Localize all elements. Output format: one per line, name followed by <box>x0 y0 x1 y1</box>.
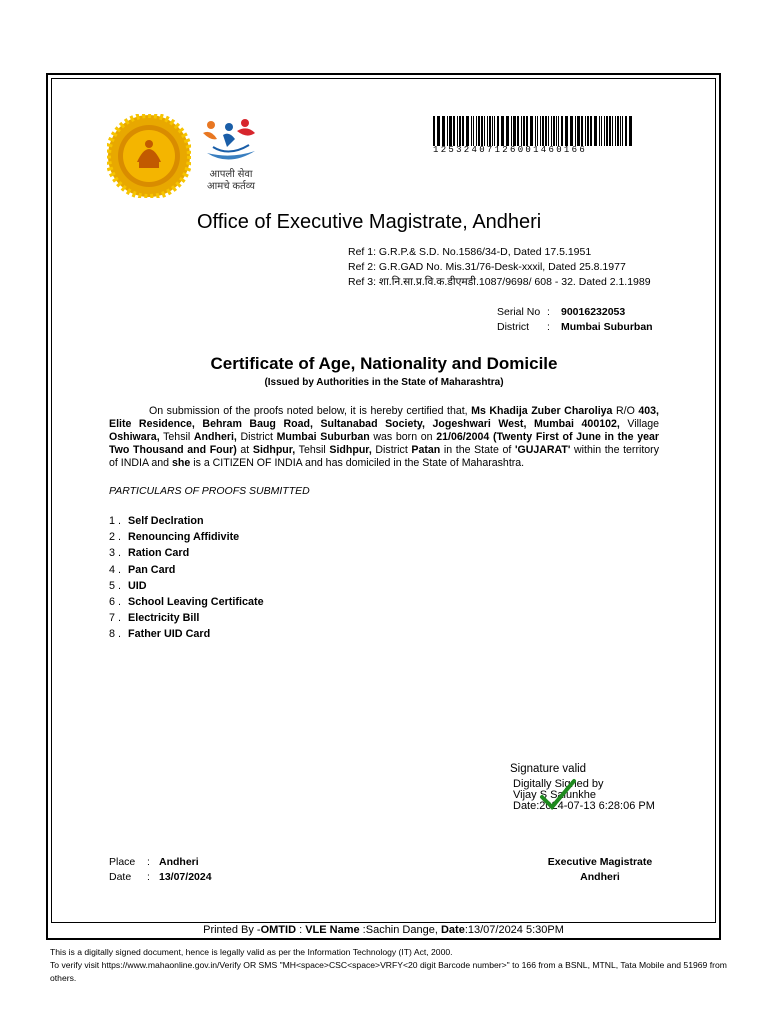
footer-line-2: To verify visit https://www.mahaonline.gov.in/Verify OR SMS "MH<space>CSC<space>VRFY<20 digit Barcode number>" to 166 from a BSNL, MTNL, Tata Mobile and 51969 from others. <box>50 960 727 983</box>
barcode-bar <box>587 116 589 146</box>
proofs-list <box>109 513 264 643</box>
aaple-caption-line2: आमचे कर्तव्य <box>207 181 255 192</box>
barcode-bar <box>609 116 611 146</box>
list-item: 6 . School Leaving Certificate <box>109 596 264 609</box>
barcode-bar <box>540 116 541 146</box>
aaple-caption <box>201 169 261 193</box>
village: Oshiwara, <box>109 431 160 443</box>
barcode-bar <box>575 116 576 146</box>
barcode-bar <box>581 116 583 146</box>
barcode-bar <box>484 116 485 146</box>
office-title: Office of Executive Magistrate, Andheri <box>197 211 542 233</box>
barcode-bar <box>487 116 488 146</box>
barcode-bar <box>625 116 627 146</box>
aaple-sarkar-logo <box>197 117 263 197</box>
list-item: 7 . Electricity Bill <box>109 612 200 625</box>
certificate-body: On submission of the proofs noted below, it is hereby certified that, Ms Khadija Zuber Charoliya R/O 403, Elite Residence, Behram Baug Road, Sultanabad Society, Jogeshwari West, Mumbai 400102, Village Oshiwara, Tehsil Andheri, District Mumbai Suburban was born on 21/06/2004 (Twenty First of June in the year Two Thousand and Four) at Sidhpur, Tehsil Sidhpur, District Patan in the State of 'GUJARAT' within the territory of INDIA and she is a CITIZEN OF INDIA and has domiciled in the State of Maharashtra. <box>109 405 659 469</box>
barcode-bar <box>466 116 469 146</box>
applicant-address: 403, Elite Residence, Behram Baug Road, Sultanabad Society, Jogeshwari West, Mumbai 400102, <box>109 405 659 430</box>
barcode-bar <box>577 116 580 146</box>
barcode-bar <box>601 116 602 146</box>
barcode-bar <box>492 116 493 146</box>
barcode-bar <box>620 116 621 146</box>
list-item: 8 . Father UID Card <box>109 628 211 641</box>
barcode-bar <box>497 116 499 146</box>
barcode-bar <box>615 116 616 146</box>
barcode-bar <box>585 116 586 146</box>
list-item: 5 . UID <box>109 579 147 592</box>
barcode-bar <box>537 116 538 146</box>
barcode-bar <box>476 116 477 146</box>
place-label: Place <box>109 856 136 868</box>
barcode-bar <box>530 116 533 146</box>
list-item: 4 . Pan Card <box>109 563 176 576</box>
birthplace: Sidhpur, <box>252 444 296 456</box>
barcode-bar <box>473 116 474 146</box>
birth-district: Patan <box>411 444 441 456</box>
barcode-bar <box>558 116 559 146</box>
date-of-birth: 21/06/2004 (Twenty First of June in the year Two Thousand and Four) <box>109 431 659 456</box>
applicant-name: Ms Khadija Zuber Charoliya <box>471 405 613 417</box>
barcode-bar <box>501 116 504 146</box>
place-value: Andheri <box>159 856 199 868</box>
ref-3: Ref 3: शा.नि.सा.प्र.वि.क.डीएमडी.1087/9698/ 608 - 32. Dated 2.1.1989 <box>348 276 651 288</box>
barcode-number: 12532407126001460166 <box>433 145 588 155</box>
date-label: Date <box>109 871 132 883</box>
barcode-bar <box>594 116 597 146</box>
footer-line-1: This is a digitally signed document, hence is legally valid as per the Information Technology (IT) Act, 2000. <box>50 947 453 957</box>
barcode-bar <box>629 116 632 146</box>
barcode-bar <box>556 116 557 146</box>
barcode-bar <box>565 116 568 146</box>
signature-line-2: Vijay S Salunkhe <box>513 789 596 801</box>
barcode-bar <box>437 116 440 146</box>
barcode-bar <box>570 116 573 146</box>
list-item: 2 . Renouncing Affidivite <box>109 531 240 544</box>
barcode-bar <box>521 116 522 146</box>
barcode-bar <box>478 116 480 146</box>
tehsil: Andheri, <box>193 431 237 443</box>
barcode-bar <box>617 116 619 146</box>
barcode-bar <box>523 116 525 146</box>
signature-valid: Signature valid <box>510 763 587 775</box>
barcode-bar <box>471 116 472 146</box>
barcode-bar <box>447 116 448 146</box>
barcode-bar <box>462 116 464 146</box>
maharashtra-seal-icon <box>107 114 191 198</box>
birth-state: 'GUJARAT' <box>514 444 571 456</box>
barcode-bar <box>489 116 491 146</box>
barcode-bar <box>622 116 623 146</box>
district-value: Mumbai Suburban <box>561 321 653 333</box>
signature-line-1: Digitally Signed by <box>513 778 604 790</box>
certificate-subtitle: (Issued by Authorities in the State of Maharashtra) <box>264 377 504 388</box>
barcode-bar <box>457 116 458 146</box>
date-value: 13/07/2024 <box>159 871 212 883</box>
barcode-bar <box>542 116 544 146</box>
digital-signature[interactable] <box>510 763 655 812</box>
barcode-bar <box>433 116 435 146</box>
aaple-sarkar-logo-icon <box>197 117 263 169</box>
barcode-bar <box>551 116 552 146</box>
place-date: Place : Andheri Date : 13/07/2024 <box>109 856 212 883</box>
serial-label: Serial No <box>497 306 541 318</box>
signature-line-3: Date:2024-07-13 6:28:06 PM <box>513 800 655 812</box>
printed-by: Printed By -OMTID : VLE Name :Sachin Dange, Date:13/07/2024 5:30PM <box>203 924 564 936</box>
serial-value: 90016232053 <box>561 306 626 318</box>
barcode-bar <box>545 116 547 146</box>
pronoun: she <box>172 457 191 469</box>
barcode-bar <box>511 116 512 146</box>
barcode-bar <box>535 116 536 146</box>
district-label: District <box>497 321 530 333</box>
footer-notice <box>50 946 730 985</box>
barcode-bar <box>612 116 613 146</box>
magistrate-signatory: Executive Magistrate Andheri <box>547 856 653 883</box>
ref-2: Ref 2: G.R.GAD No. Mis.31/76-Desk-xxxil, Dated 25.8.1977 <box>348 261 626 273</box>
list-item: 3 . Ration Card <box>109 547 190 560</box>
barcode-bar <box>604 116 605 146</box>
barcode-bar <box>561 116 563 146</box>
ref-1: Ref 1: G.R.P.& S.D. No.1586/34-D, Dated 17.5.1951 <box>348 246 592 258</box>
barcode-bar <box>606 116 608 146</box>
references <box>348 245 651 290</box>
barcode-bar <box>599 116 600 146</box>
certificate-title: Certificate of Age, Nationality and Domicile <box>210 354 558 373</box>
serial-block: Serial No : 90016232053 District : Mumbai Suburban <box>497 306 653 333</box>
aaple-caption-line1: आपली सेवा <box>209 169 253 180</box>
barcode-bar <box>548 116 549 146</box>
barcode-bar <box>459 116 461 146</box>
barcode-bar <box>481 116 483 146</box>
barcode-bar <box>517 116 519 146</box>
check-mark-icon <box>538 777 578 811</box>
barcode-bar <box>506 116 509 146</box>
barcode <box>433 116 633 146</box>
birth-tehsil: Sidhpur, <box>329 444 372 456</box>
barcode-bar <box>513 116 516 146</box>
barcode-bar <box>442 116 445 146</box>
barcode-bar <box>449 116 452 146</box>
list-item: 1 . Self Declration <box>109 515 204 527</box>
barcode-bar <box>494 116 495 146</box>
district: Mumbai Suburban <box>276 431 370 443</box>
barcode-bar <box>590 116 592 146</box>
barcode-bar <box>453 116 455 146</box>
barcode-bar <box>553 116 555 146</box>
particulars-heading: PARTICULARS OF PROOFS SUBMITTED <box>109 485 310 497</box>
printed-divider <box>51 922 716 923</box>
barcode-bar <box>526 116 528 146</box>
